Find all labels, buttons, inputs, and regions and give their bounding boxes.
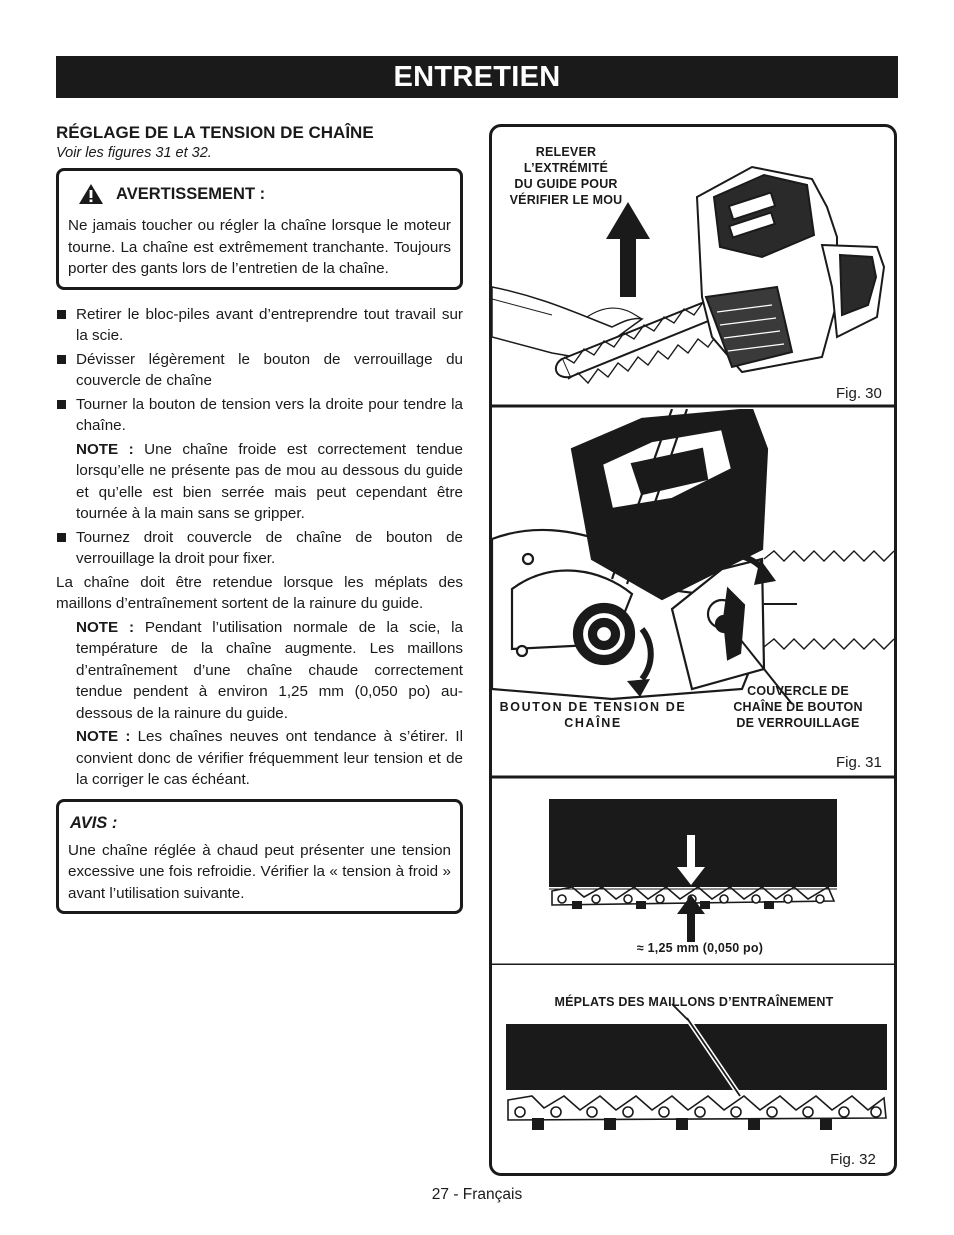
note-label: NOTE : [76,440,134,458]
figure-32-hot-chain-illustration [492,779,894,965]
step-item: Retirer le bloc-piles avant d’entreprendre tout travail sur la scie. [56,304,463,347]
step-item: Dévisser légèrement le bouton de verrouillage du couvercle de chaîne [56,349,463,392]
note-new-chain [56,726,463,791]
notice-title: AVIS : [70,813,118,832]
note-text: Pendant l’utilisation normale de la scie, la température de la chaîne augmente. Les maillons d’entraînement d’une chaîne chaude correctement tendue pendent à environ 1,25 mm (0,050 po) au-dessous de la rainure du guide. [76,618,463,722]
fig32-label: Fig. 32 [830,1151,876,1168]
note-text: Une chaîne froide est correctement tendue lorsqu’elle ne présente pas de mou au dessous du guide et qu’elle est bien serrée mais peut cependant être tournée à la main sans se gripper. [76,440,463,522]
section-banner: ENTRETIEN [56,56,898,98]
note-hot-chain [56,617,463,725]
fig31-callout-lock-cover: COUVERCLE DE CHAÎNE DE BOUTON DE VERROUILLAGE [733,684,863,730]
section-subtitle: Voir les figures 31 et 32. [56,145,212,161]
warning-title: AVERTISSEMENT : [116,184,266,203]
left-column [56,122,463,914]
fig31-label: Fig. 31 [836,754,882,771]
steps-list [56,304,463,437]
fig32-gap-callout: ≈ 1,25 mm (0,050 po) [636,941,764,955]
note-label: NOTE : [76,618,135,636]
warning-triangle-icon [78,183,104,205]
step-item: Tournez droit couvercle de chaîne de bouton de verrouillage la droit pour fixer. [56,527,463,570]
note-label: NOTE : [76,728,131,745]
section-title: RÉGLAGE DE LA TENSION DE CHAÎNE [56,123,374,142]
note-cold-chain [56,439,463,525]
warning-box [56,168,463,290]
notice-text: Une chaîne réglée à chaud peut présenter une tension excessive une fois refroidie. Vérifier la « tension à froid » avant l’utilisation suivante. [68,841,451,902]
warning-header [68,179,451,209]
fig31-callout-tension-knob: BOUTON DE TENSION DE CHAÎNE [499,700,687,730]
figures-panel [489,124,897,1176]
fig30-callout: RELEVER L’EXTRÉMITÉ DU GUIDE POUR VÉRIFIER LE MOU [509,145,623,207]
step-item: Tourner la bouton de tension vers la droite pour tendre la chaîne. [56,394,463,437]
note-text: Les chaînes neuves ont tendance à s’étirer. Il convient donc de vérifier fréquemment leur tension et de la corriger le cas échéant. [76,728,463,788]
fig32-drive-links-callout: MÉPLATS DES MAILLONS D’ENTRAÎNEMENT [554,995,834,1009]
steps-list-continued [56,527,463,570]
fig30-label: Fig. 30 [836,385,882,402]
page-number: 27 - Français [431,1186,523,1203]
notice-box [56,799,463,915]
warning-text: Ne jamais toucher ou régler la chaîne lorsque le moteur tourne. La chaîne est extrêmement tranchante. Toujours porter des gants lors de l’entretien de la chaîne. [68,217,451,277]
retension-paragraph: La chaîne doit être retendue lorsque les méplats des maillons d’entraînement sortent de la rainure du guide. [56,573,463,612]
